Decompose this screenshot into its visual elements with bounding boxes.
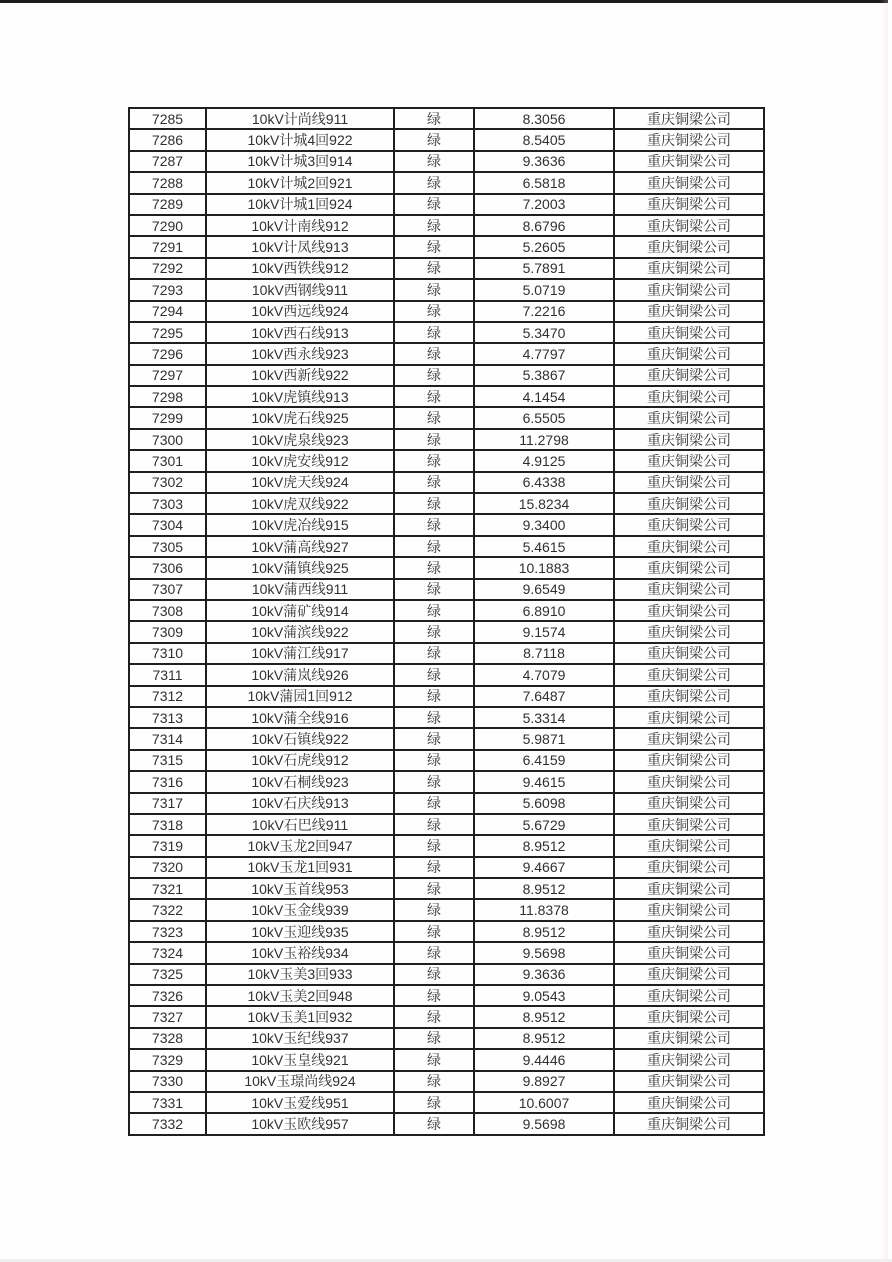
cell-line-name: 10kV蒲岚线926 <box>206 664 394 685</box>
cell-company: 重庆铜梁公司 <box>614 493 764 514</box>
cell-status: 绿 <box>394 1028 474 1049</box>
cell-line-name: 10kV虎天线924 <box>206 472 394 493</box>
cell-line-name: 10kV计城4回922 <box>206 129 394 150</box>
cell-value: 8.6796 <box>474 215 614 236</box>
cell-status: 绿 <box>394 129 474 150</box>
cell-status: 绿 <box>394 643 474 664</box>
table-row <box>129 450 764 471</box>
cell-line-name: 10kV蒲镇线925 <box>206 557 394 578</box>
cell-id: 7319 <box>129 835 206 856</box>
cell-status: 绿 <box>394 835 474 856</box>
cell-company: 重庆铜梁公司 <box>614 600 764 621</box>
cell-value: 4.1454 <box>474 386 614 407</box>
table-row <box>129 1006 764 1027</box>
cell-line-name: 10kV西铁线912 <box>206 258 394 279</box>
cell-id: 7298 <box>129 386 206 407</box>
cell-company: 重庆铜梁公司 <box>614 835 764 856</box>
cell-line-name: 10kV玉裕线934 <box>206 942 394 963</box>
cell-company: 重庆铜梁公司 <box>614 579 764 600</box>
cell-status: 绿 <box>394 728 474 749</box>
cell-value: 9.4667 <box>474 857 614 878</box>
table-row <box>129 407 764 428</box>
cell-id: 7312 <box>129 686 206 707</box>
cell-status: 绿 <box>394 707 474 728</box>
cell-company: 重庆铜梁公司 <box>614 365 764 386</box>
cell-status: 绿 <box>394 343 474 364</box>
cell-company: 重庆铜梁公司 <box>614 643 764 664</box>
cell-line-name: 10kV玉璟尚线924 <box>206 1071 394 1092</box>
table-row <box>129 386 764 407</box>
cell-status: 绿 <box>394 600 474 621</box>
cell-value: 11.2798 <box>474 429 614 450</box>
cell-line-name: 10kV西石线913 <box>206 322 394 343</box>
table-row <box>129 921 764 942</box>
cell-line-name: 10kV虎镇线913 <box>206 386 394 407</box>
cell-value: 10.1883 <box>474 557 614 578</box>
cell-id: 7328 <box>129 1028 206 1049</box>
cell-id: 7288 <box>129 172 206 193</box>
table-row <box>129 365 764 386</box>
table-row <box>129 151 764 172</box>
table-row <box>129 835 764 856</box>
table-row <box>129 899 764 920</box>
cell-value: 6.5818 <box>474 172 614 193</box>
table-row <box>129 1071 764 1092</box>
cell-status: 绿 <box>394 771 474 792</box>
cell-line-name: 10kV西远线924 <box>206 301 394 322</box>
cell-status: 绿 <box>394 172 474 193</box>
cell-id: 7291 <box>129 236 206 257</box>
cell-value: 4.9125 <box>474 450 614 471</box>
cell-line-name: 10kV玉美2回948 <box>206 985 394 1006</box>
cell-value: 4.7797 <box>474 343 614 364</box>
cell-company: 重庆铜梁公司 <box>614 429 764 450</box>
cell-company: 重庆铜梁公司 <box>614 194 764 215</box>
cell-value: 9.3400 <box>474 514 614 535</box>
cell-value: 8.9512 <box>474 1006 614 1027</box>
cell-line-name: 10kV玉迎线935 <box>206 921 394 942</box>
cell-status: 绿 <box>394 686 474 707</box>
table-row <box>129 814 764 835</box>
table-row <box>129 579 764 600</box>
cell-value: 9.3636 <box>474 964 614 985</box>
cell-value: 8.9512 <box>474 835 614 856</box>
cell-line-name: 10kV虎泉线923 <box>206 429 394 450</box>
cell-line-name: 10kV石虎线912 <box>206 750 394 771</box>
cell-id: 7329 <box>129 1049 206 1070</box>
table-row <box>129 942 764 963</box>
cell-value: 6.4338 <box>474 472 614 493</box>
cell-line-name: 10kV计城1回924 <box>206 194 394 215</box>
page-right-edge-shade <box>880 0 888 1262</box>
cell-line-name: 10kV石庆线913 <box>206 793 394 814</box>
table-row <box>129 472 764 493</box>
table-row <box>129 600 764 621</box>
cell-line-name: 10kV玉首线953 <box>206 878 394 899</box>
cell-company: 重庆铜梁公司 <box>614 514 764 535</box>
cell-id: 7321 <box>129 878 206 899</box>
table-row <box>129 172 764 193</box>
cell-id: 7290 <box>129 215 206 236</box>
cell-company: 重庆铜梁公司 <box>614 664 764 685</box>
cell-status: 绿 <box>394 365 474 386</box>
cell-line-name: 10kV蒲滨线922 <box>206 621 394 642</box>
cell-line-name: 10kV计城2回921 <box>206 172 394 193</box>
cell-company: 重庆铜梁公司 <box>614 793 764 814</box>
table-row <box>129 301 764 322</box>
cell-company: 重庆铜梁公司 <box>614 108 764 129</box>
table-row <box>129 643 764 664</box>
cell-company: 重庆铜梁公司 <box>614 1028 764 1049</box>
cell-value: 5.7891 <box>474 258 614 279</box>
cell-company: 重庆铜梁公司 <box>614 236 764 257</box>
cell-company: 重庆铜梁公司 <box>614 1071 764 1092</box>
cell-value: 9.5698 <box>474 942 614 963</box>
cell-id: 7306 <box>129 557 206 578</box>
table-row <box>129 108 764 129</box>
cell-value: 5.4615 <box>474 536 614 557</box>
cell-company: 重庆铜梁公司 <box>614 921 764 942</box>
cell-value: 5.2605 <box>474 236 614 257</box>
cell-company: 重庆铜梁公司 <box>614 899 764 920</box>
cell-status: 绿 <box>394 857 474 878</box>
cell-line-name: 10kV计城3回914 <box>206 151 394 172</box>
cell-id: 7300 <box>129 429 206 450</box>
cell-line-name: 10kV虎石线925 <box>206 407 394 428</box>
cell-status: 绿 <box>394 514 474 535</box>
cell-id: 7314 <box>129 728 206 749</box>
table-row <box>129 686 764 707</box>
table-row <box>129 1049 764 1070</box>
table-row <box>129 728 764 749</box>
cell-id: 7316 <box>129 771 206 792</box>
cell-id: 7303 <box>129 493 206 514</box>
cell-status: 绿 <box>394 1113 474 1135</box>
cell-status: 绿 <box>394 664 474 685</box>
cell-line-name: 10kV西永线923 <box>206 343 394 364</box>
cell-line-name: 10kV计南线912 <box>206 215 394 236</box>
cell-company: 重庆铜梁公司 <box>614 1092 764 1113</box>
table-row <box>129 279 764 300</box>
cell-status: 绿 <box>394 964 474 985</box>
cell-company: 重庆铜梁公司 <box>614 557 764 578</box>
cell-value: 5.3314 <box>474 707 614 728</box>
table-row <box>129 258 764 279</box>
cell-id: 7323 <box>129 921 206 942</box>
table-row <box>129 429 764 450</box>
cell-value: 8.5405 <box>474 129 614 150</box>
cell-company: 重庆铜梁公司 <box>614 301 764 322</box>
cell-line-name: 10kV玉欧线957 <box>206 1113 394 1135</box>
cell-line-name: 10kV玉爱线951 <box>206 1092 394 1113</box>
cell-status: 绿 <box>394 450 474 471</box>
cell-value: 6.4159 <box>474 750 614 771</box>
cell-value: 7.2216 <box>474 301 614 322</box>
cell-value: 5.0719 <box>474 279 614 300</box>
cell-id: 7322 <box>129 899 206 920</box>
cell-value: 8.9512 <box>474 1028 614 1049</box>
table-row <box>129 793 764 814</box>
data-table <box>128 107 765 1136</box>
table-row <box>129 236 764 257</box>
table-row <box>129 1092 764 1113</box>
cell-status: 绿 <box>394 1006 474 1027</box>
cell-id: 7287 <box>129 151 206 172</box>
table-row <box>129 194 764 215</box>
cell-id: 7285 <box>129 108 206 129</box>
table-row <box>129 1028 764 1049</box>
table-row <box>129 857 764 878</box>
table-row <box>129 536 764 557</box>
cell-status: 绿 <box>394 793 474 814</box>
cell-status: 绿 <box>394 279 474 300</box>
cell-line-name: 10kV蒲园1回912 <box>206 686 394 707</box>
cell-company: 重庆铜梁公司 <box>614 450 764 471</box>
cell-company: 重庆铜梁公司 <box>614 878 764 899</box>
cell-company: 重庆铜梁公司 <box>614 172 764 193</box>
cell-value: 9.1574 <box>474 621 614 642</box>
cell-status: 绿 <box>394 472 474 493</box>
cell-status: 绿 <box>394 301 474 322</box>
cell-value: 6.5505 <box>474 407 614 428</box>
cell-value: 5.6098 <box>474 793 614 814</box>
cell-line-name: 10kV玉美1回932 <box>206 1006 394 1027</box>
cell-value: 7.6487 <box>474 686 614 707</box>
cell-value: 9.4615 <box>474 771 614 792</box>
cell-id: 7302 <box>129 472 206 493</box>
cell-status: 绿 <box>394 1092 474 1113</box>
cell-company: 重庆铜梁公司 <box>614 686 764 707</box>
cell-company: 重庆铜梁公司 <box>614 129 764 150</box>
cell-status: 绿 <box>394 407 474 428</box>
cell-id: 7324 <box>129 942 206 963</box>
cell-id: 7326 <box>129 985 206 1006</box>
cell-value: 4.7079 <box>474 664 614 685</box>
table-row <box>129 621 764 642</box>
cell-status: 绿 <box>394 429 474 450</box>
cell-line-name: 10kV玉龙2回947 <box>206 835 394 856</box>
cell-value: 9.8927 <box>474 1071 614 1092</box>
cell-status: 绿 <box>394 921 474 942</box>
cell-status: 绿 <box>394 621 474 642</box>
cell-status: 绿 <box>394 236 474 257</box>
cell-id: 7301 <box>129 450 206 471</box>
cell-line-name: 10kV玉纪线937 <box>206 1028 394 1049</box>
cell-value: 9.4446 <box>474 1049 614 1070</box>
cell-id: 7310 <box>129 643 206 664</box>
cell-value: 9.3636 <box>474 151 614 172</box>
cell-id: 7299 <box>129 407 206 428</box>
table-row <box>129 964 764 985</box>
cell-id: 7293 <box>129 279 206 300</box>
cell-value: 15.8234 <box>474 493 614 514</box>
cell-id: 7294 <box>129 301 206 322</box>
cell-id: 7308 <box>129 600 206 621</box>
cell-status: 绿 <box>394 493 474 514</box>
table-row <box>129 878 764 899</box>
cell-company: 重庆铜梁公司 <box>614 1113 764 1135</box>
cell-value: 8.3056 <box>474 108 614 129</box>
cell-id: 7296 <box>129 343 206 364</box>
cell-line-name: 10kV计尚线911 <box>206 108 394 129</box>
cell-status: 绿 <box>394 1071 474 1092</box>
cell-id: 7286 <box>129 129 206 150</box>
cell-value: 10.6007 <box>474 1092 614 1113</box>
table-row <box>129 750 764 771</box>
cell-value: 11.8378 <box>474 899 614 920</box>
cell-line-name: 10kV玉龙1回931 <box>206 857 394 878</box>
cell-status: 绿 <box>394 108 474 129</box>
cell-id: 7331 <box>129 1092 206 1113</box>
cell-status: 绿 <box>394 878 474 899</box>
cell-line-name: 10kV虎安线912 <box>206 450 394 471</box>
cell-line-name: 10kV虎冶线915 <box>206 514 394 535</box>
cell-status: 绿 <box>394 557 474 578</box>
cell-value: 9.6549 <box>474 579 614 600</box>
cell-company: 重庆铜梁公司 <box>614 814 764 835</box>
cell-company: 重庆铜梁公司 <box>614 386 764 407</box>
cell-line-name: 10kV蒲高线927 <box>206 536 394 557</box>
cell-company: 重庆铜梁公司 <box>614 771 764 792</box>
page-top-edge-line <box>0 0 888 3</box>
cell-id: 7317 <box>129 793 206 814</box>
cell-id: 7305 <box>129 536 206 557</box>
table-row <box>129 771 764 792</box>
cell-status: 绿 <box>394 814 474 835</box>
cell-value: 5.9871 <box>474 728 614 749</box>
cell-line-name: 10kV玉皇线921 <box>206 1049 394 1070</box>
cell-company: 重庆铜梁公司 <box>614 536 764 557</box>
table-row <box>129 493 764 514</box>
cell-company: 重庆铜梁公司 <box>614 1006 764 1027</box>
cell-company: 重庆铜梁公司 <box>614 750 764 771</box>
cell-line-name: 10kV西钢线911 <box>206 279 394 300</box>
table-row <box>129 557 764 578</box>
table-row <box>129 343 764 364</box>
cell-status: 绿 <box>394 1049 474 1070</box>
cell-id: 7332 <box>129 1113 206 1135</box>
cell-value: 9.0543 <box>474 985 614 1006</box>
cell-status: 绿 <box>394 322 474 343</box>
cell-line-name: 10kV蒲全线916 <box>206 707 394 728</box>
cell-id: 7313 <box>129 707 206 728</box>
table-row <box>129 514 764 535</box>
table-row <box>129 322 764 343</box>
cell-line-name: 10kV蒲江线917 <box>206 643 394 664</box>
cell-value: 8.9512 <box>474 878 614 899</box>
cell-id: 7307 <box>129 579 206 600</box>
cell-value: 8.7118 <box>474 643 614 664</box>
table-row <box>129 1113 764 1135</box>
cell-company: 重庆铜梁公司 <box>614 343 764 364</box>
cell-status: 绿 <box>394 942 474 963</box>
cell-id: 7292 <box>129 258 206 279</box>
cell-id: 7309 <box>129 621 206 642</box>
cell-line-name: 10kV计凤线913 <box>206 236 394 257</box>
cell-status: 绿 <box>394 750 474 771</box>
cell-company: 重庆铜梁公司 <box>614 322 764 343</box>
cell-line-name: 10kV虎双线922 <box>206 493 394 514</box>
cell-company: 重庆铜梁公司 <box>614 985 764 1006</box>
cell-status: 绿 <box>394 579 474 600</box>
table-row <box>129 129 764 150</box>
cell-status: 绿 <box>394 899 474 920</box>
table-row <box>129 707 764 728</box>
cell-company: 重庆铜梁公司 <box>614 942 764 963</box>
cell-line-name: 10kV玉美3回933 <box>206 964 394 985</box>
cell-line-name: 10kV石桐线923 <box>206 771 394 792</box>
cell-company: 重庆铜梁公司 <box>614 964 764 985</box>
cell-line-name: 10kV石镇线922 <box>206 728 394 749</box>
cell-status: 绿 <box>394 985 474 1006</box>
cell-company: 重庆铜梁公司 <box>614 857 764 878</box>
table-row <box>129 985 764 1006</box>
cell-status: 绿 <box>394 258 474 279</box>
cell-line-name: 10kV石巴线911 <box>206 814 394 835</box>
table-body <box>129 108 764 1135</box>
cell-id: 7304 <box>129 514 206 535</box>
cell-id: 7318 <box>129 814 206 835</box>
cell-status: 绿 <box>394 194 474 215</box>
table-row <box>129 664 764 685</box>
cell-id: 7330 <box>129 1071 206 1092</box>
cell-id: 7327 <box>129 1006 206 1027</box>
cell-company: 重庆铜梁公司 <box>614 621 764 642</box>
cell-company: 重庆铜梁公司 <box>614 1049 764 1070</box>
cell-value: 5.3470 <box>474 322 614 343</box>
cell-id: 7295 <box>129 322 206 343</box>
cell-value: 7.2003 <box>474 194 614 215</box>
cell-company: 重庆铜梁公司 <box>614 215 764 236</box>
cell-id: 7325 <box>129 964 206 985</box>
cell-value: 6.8910 <box>474 600 614 621</box>
cell-company: 重庆铜梁公司 <box>614 728 764 749</box>
cell-id: 7311 <box>129 664 206 685</box>
cell-value: 8.9512 <box>474 921 614 942</box>
cell-id: 7297 <box>129 365 206 386</box>
cell-company: 重庆铜梁公司 <box>614 151 764 172</box>
cell-line-name: 10kV蒲矿线914 <box>206 600 394 621</box>
cell-id: 7315 <box>129 750 206 771</box>
cell-line-name: 10kV西新线922 <box>206 365 394 386</box>
cell-company: 重庆铜梁公司 <box>614 407 764 428</box>
cell-company: 重庆铜梁公司 <box>614 279 764 300</box>
cell-status: 绿 <box>394 536 474 557</box>
cell-status: 绿 <box>394 386 474 407</box>
cell-company: 重庆铜梁公司 <box>614 472 764 493</box>
cell-status: 绿 <box>394 215 474 236</box>
cell-line-name: 10kV玉金线939 <box>206 899 394 920</box>
cell-value: 9.5698 <box>474 1113 614 1135</box>
cell-company: 重庆铜梁公司 <box>614 258 764 279</box>
table-row <box>129 215 764 236</box>
cell-value: 5.6729 <box>474 814 614 835</box>
cell-value: 5.3867 <box>474 365 614 386</box>
cell-company: 重庆铜梁公司 <box>614 707 764 728</box>
cell-line-name: 10kV蒲西线911 <box>206 579 394 600</box>
cell-status: 绿 <box>394 151 474 172</box>
cell-id: 7289 <box>129 194 206 215</box>
cell-id: 7320 <box>129 857 206 878</box>
